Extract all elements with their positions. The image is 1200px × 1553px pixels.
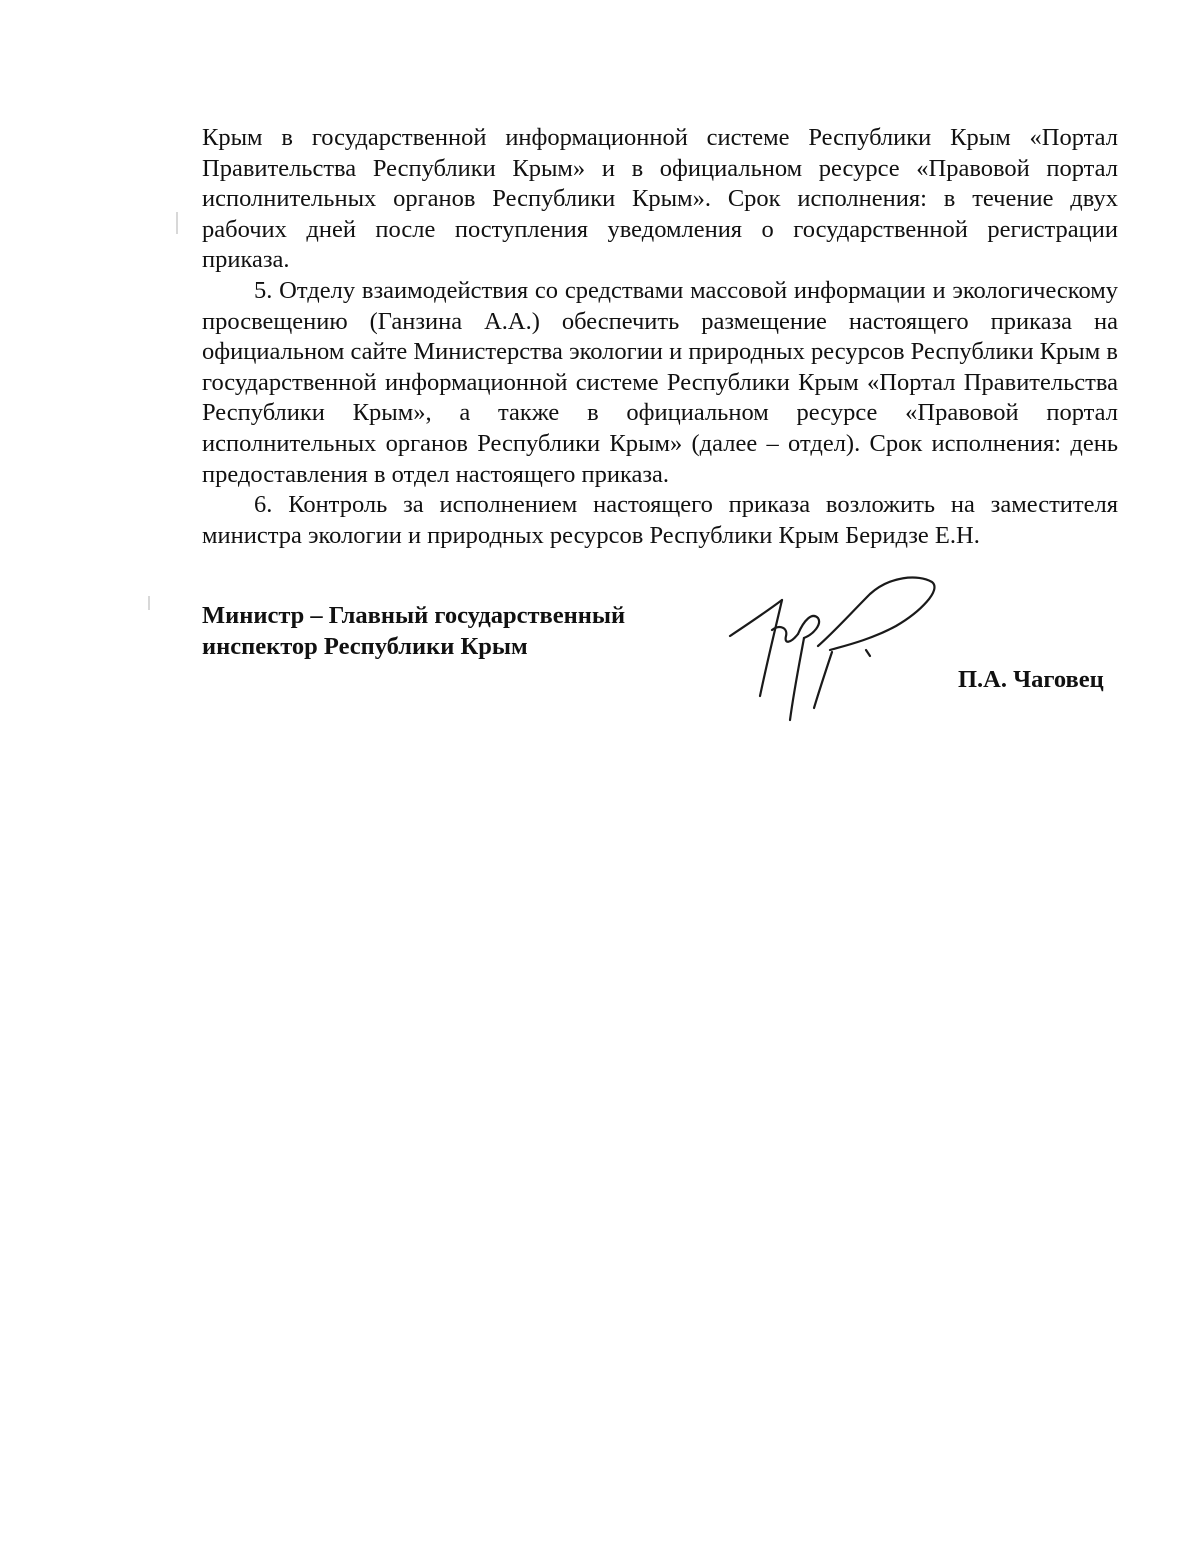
signer-name: П.А. Чаговец — [958, 666, 1104, 693]
paragraph-continuation: Крым в государственной информационной системе Республики Крым «Портал Правительства Республики Крым» и в официальном ресурсе «Правовой портал исполнительных органов Республики Крым». Срок исполнения: в течение двух рабочих дней после поступления уведомления о государственной регистрации приказа. — [202, 124, 1118, 274]
paragraph-item-6: 6. Контроль за исполнением настоящего приказа возложить на заместителя министра экологии и природных ресурсов Республики Крым Беридзе Е.Н. — [202, 491, 1118, 549]
paragraph-item-5: 5. Отделу взаимодействия со средствами массовой информации и экологическому просвещению (Ганзина А.А.) обеспечить размещение настоящего приказа на официальном сайте Министерства экологии и природных ресурсов Республики Крым в государственной информационной системе Республики Крым «Портал Правительства Республики Крым», а также в официальном ресурсе «Правовой портал исполнительных органов Республики Крым» (далее – отдел). Срок исполнения: день предоставления в отдел настоящего приказа. — [202, 276, 1118, 488]
position-line-2: инспектор Республики Крым — [202, 633, 528, 660]
scan-margin-mark — [176, 212, 178, 234]
scan-margin-mark — [148, 596, 150, 610]
signatory-position — [202, 600, 625, 662]
position-line-1: Министр – Главный государственный — [202, 602, 626, 629]
document-body — [202, 123, 1118, 551]
handwritten-signature-icon — [720, 572, 950, 732]
